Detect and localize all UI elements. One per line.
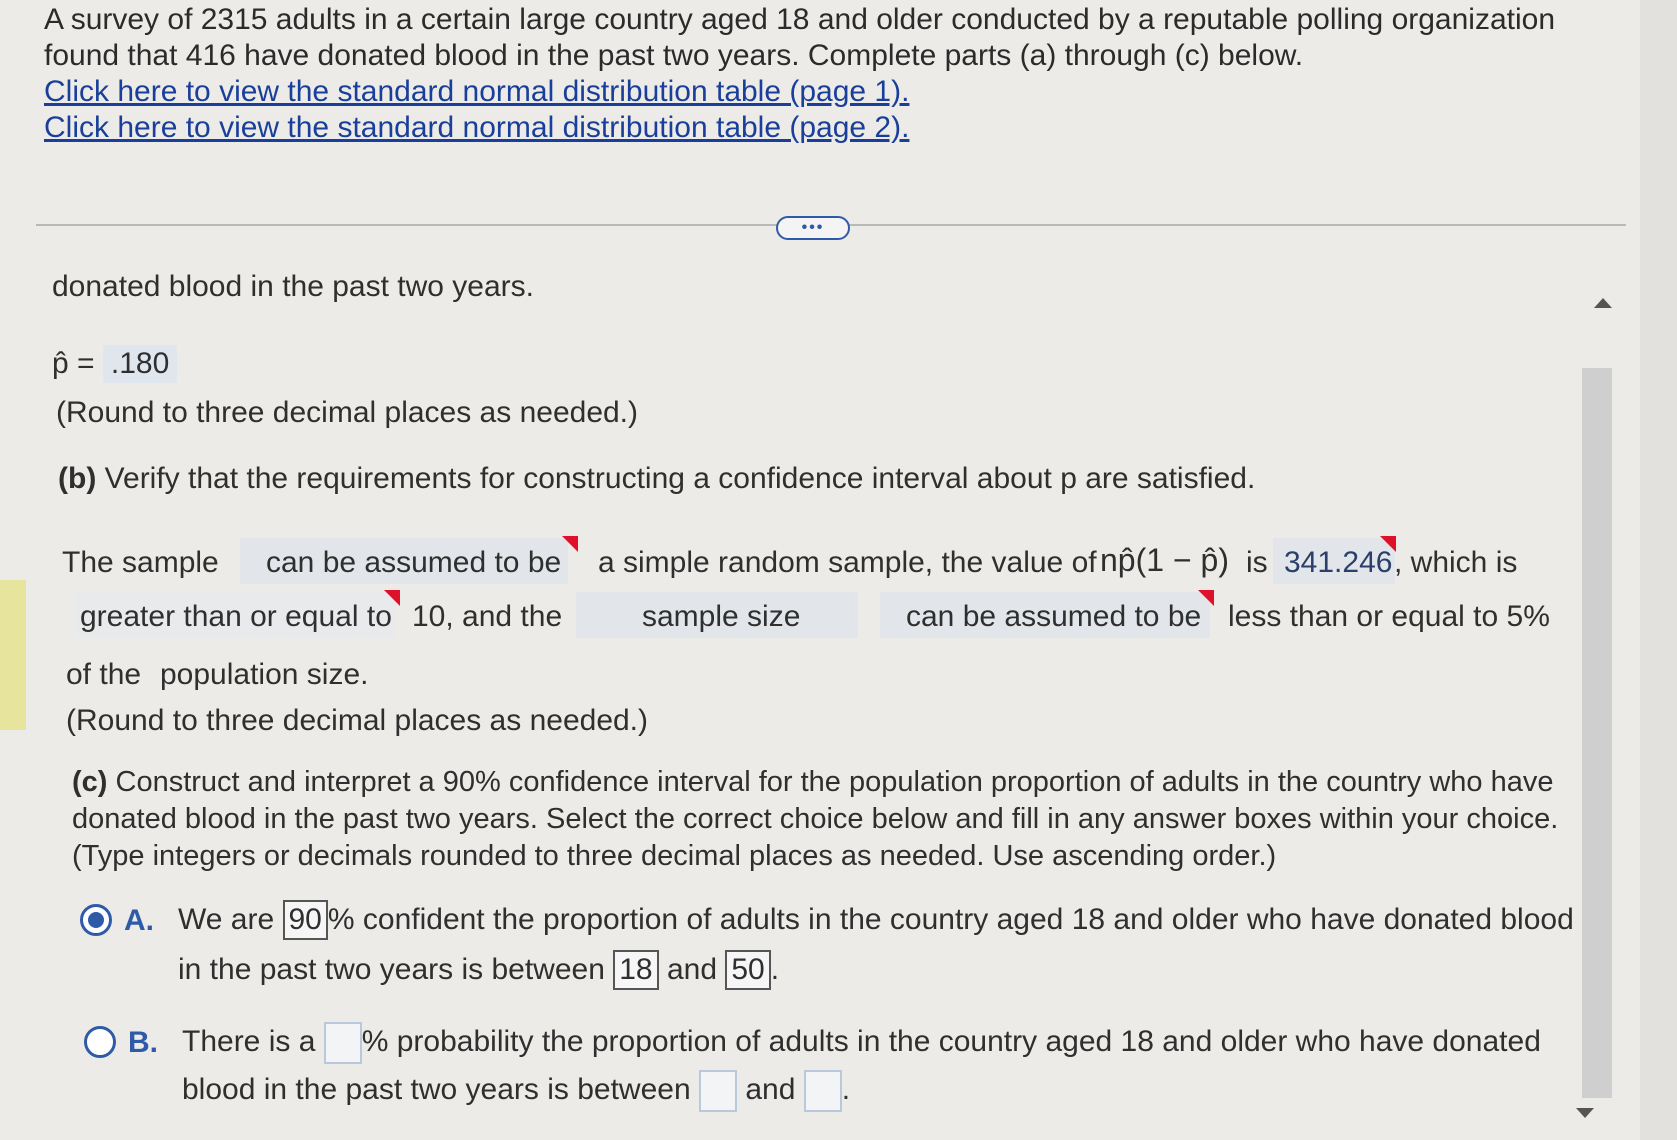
part-b-is: is (1246, 546, 1268, 579)
part-a-tail-text: donated blood in the past two years. (52, 270, 534, 303)
scroll-down-arrow-icon[interactable] (1576, 1108, 1594, 1118)
expand-more-button[interactable]: ••• (776, 216, 850, 240)
option-a-text-1: We are (178, 903, 275, 936)
option-a-letter: A. (124, 904, 154, 937)
option-a-radio[interactable] (80, 904, 112, 936)
upper-bound-input[interactable]: 50 (725, 950, 770, 990)
phat-answer[interactable]: .180 (103, 345, 177, 383)
option-a-text-5: . (770, 953, 780, 986)
option-b-text-5: . (841, 1072, 851, 1106)
problem-line-2: found that 416 have donated blood in the past two years. Complete parts (a) through (c) below. (44, 39, 1304, 72)
lower-bound-input[interactable]: 18 (613, 950, 658, 990)
dropdown-flag-icon (562, 536, 578, 552)
highlight-strip (0, 580, 26, 730)
part-b-dd2-value: greater than or equal to (80, 600, 392, 633)
part-b-s7: population size. (160, 658, 369, 691)
part-a-round-note: (Round to three decimal places as needed.) (56, 396, 639, 429)
problem-statement (44, 2, 1604, 146)
option-b-line-1 (182, 1022, 1541, 1064)
part-b-s6: of the (66, 658, 142, 691)
option-a-line-1 (178, 900, 1574, 940)
window-edge (1640, 0, 1677, 1140)
option-b-text-3: blood in the past two years is between (182, 1072, 691, 1106)
scroll-up-arrow-icon[interactable] (1594, 298, 1612, 308)
part-b-label: (b) (58, 462, 97, 495)
option-b-text-4: and (745, 1072, 796, 1106)
phat-row (52, 345, 177, 383)
part-b-dd3-value: sample size (642, 600, 801, 633)
option-b-text-1: There is a (182, 1024, 316, 1058)
part-b-s1: The sample (62, 546, 219, 579)
option-b-lower-input[interactable] (699, 1070, 737, 1112)
part-b-s5: less than or equal to 5% (1228, 600, 1550, 633)
option-a-line-2 (178, 950, 779, 990)
part-b-question (58, 462, 1255, 496)
option-b-letter: B. (128, 1026, 158, 1059)
part-b-round-note: (Round to three decimal places as needed.) (66, 704, 649, 737)
radio-selected-dot (88, 912, 104, 928)
phat-symbol: p̂ = (52, 347, 95, 380)
part-c-line-1: Construct and interpret a 90% confidence interval for the population proportion of adults in the country who have (115, 766, 1554, 798)
part-b-s4: 10, and the (412, 600, 563, 633)
part-b-dd4-value: can be assumed to be (906, 600, 1202, 633)
option-a-text-4: and (666, 953, 718, 986)
scrollbar-thumb[interactable] (1582, 368, 1612, 1098)
option-a-text-3: in the past two years is between (178, 953, 605, 986)
confidence-level-input[interactable]: 90 (283, 900, 328, 940)
npq-formula: np̂(1 − p̂) (1100, 542, 1229, 578)
option-a-text-2: % confident the proportion of adults in the country aged 18 and older who have donated blood (327, 903, 1574, 936)
part-b-s2: a simple random sample, the value of (598, 546, 1097, 579)
npq-value: 341.246 (1284, 546, 1393, 579)
normal-table-link-page-1[interactable]: Click here to view the standard normal distribution table (page 1). (44, 75, 910, 108)
option-b-text-2: % probability the proportion of adults in the country aged 18 and older who have donated (361, 1024, 1541, 1058)
part-b-dd1-value: can be assumed to be (266, 546, 562, 579)
part-c-label: (c) (72, 766, 108, 798)
part-b-text: Verify that the requirements for constructing a confidence interval about p are satisfied. (104, 462, 1256, 495)
option-b-upper-input[interactable] (804, 1070, 842, 1112)
part-c-line-3: (Type integers or decimals rounded to three decimal places as needed. Use ascending order.) (72, 840, 1277, 872)
option-b-line-2 (182, 1070, 850, 1112)
problem-line-1: A survey of 2315 adults in a certain large country aged 18 and older conducted by a reputable polling organization (44, 3, 1556, 36)
part-c-line-2: donated blood in the past two years. Select the correct choice below and fill in any answer boxes within your choice. (72, 803, 1559, 835)
probability-input[interactable] (324, 1022, 362, 1064)
normal-table-link-page-2[interactable]: Click here to view the standard normal distribution table (page 2). (44, 111, 910, 144)
option-b-radio[interactable] (84, 1026, 116, 1058)
part-c-question (72, 764, 1558, 875)
part-b-s3: , which is (1394, 546, 1518, 579)
